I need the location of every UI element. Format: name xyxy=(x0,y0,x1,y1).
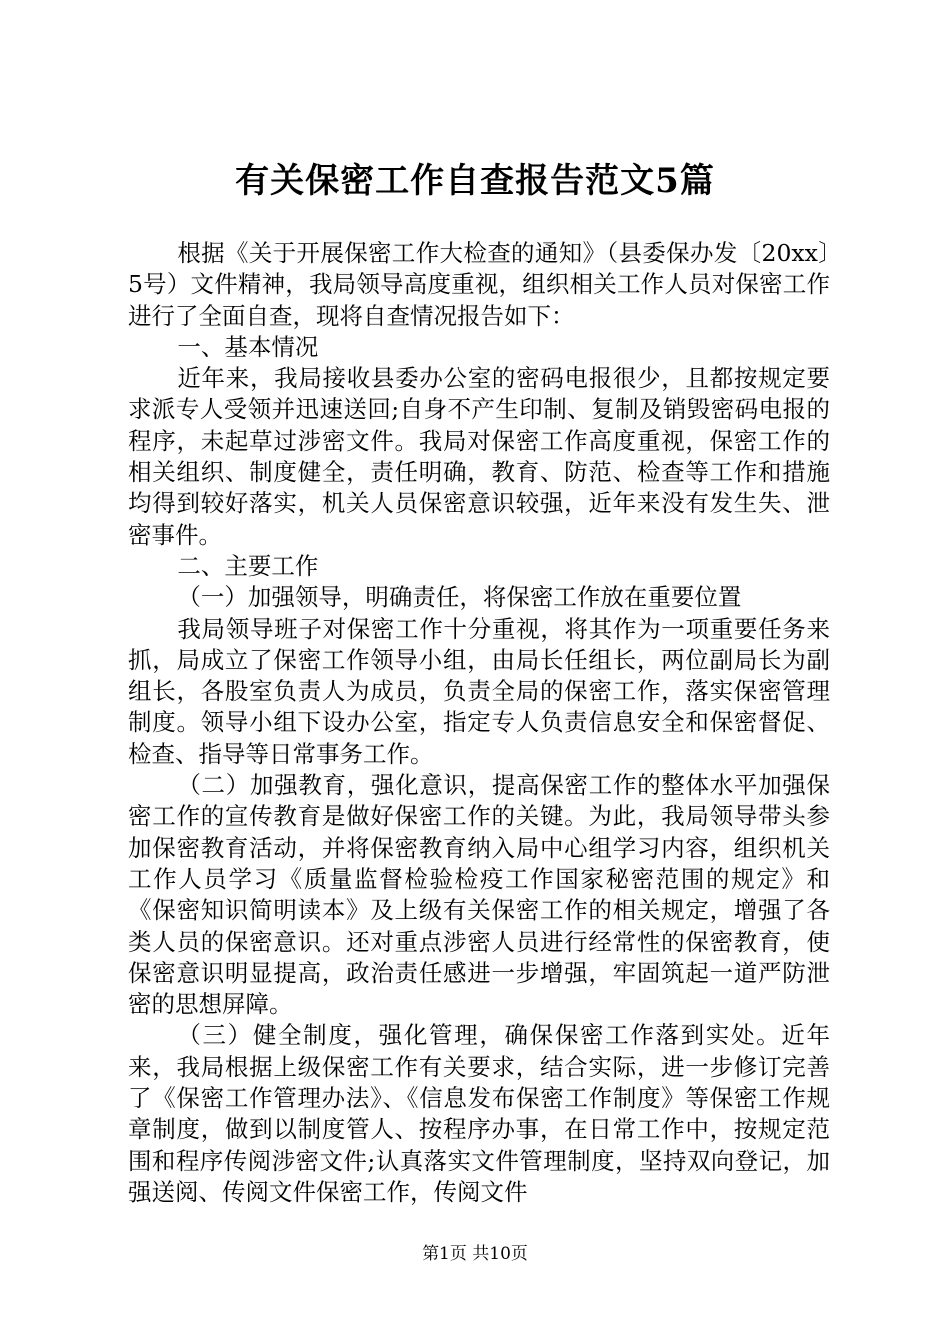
paragraph-education: （二）加强教育，强化意识，提高保密工作的整体水平加强保密工作的宣传教育是做好保密工作的关键。为此，我局领导带头参加保密教育活动，并将保密教育纳入局中心组学习内容，组织机关工作人员学习《质量监督检验检疫工作国家秘密范围的规定》和《保密知识简明读本》及上级有关保密工作的相关规定，增强了各类人员的保密意识。还对重点涉密人员进行经常性的保密教育，使保密意识明显提高，政治责任感进一步增强，牢固筑起一道严防泄密的思想屏障。 xyxy=(128,771,830,1019)
paragraph-leadership: 我局领导班子对保密工作十分重视，将其作为一项重要任务来抓，局成立了保密工作领导小组，由局长任组长，两位副局长为副组长，各股室负责人为成员，负责全局的保密工作，落实保密管理制度。领导小组下设办公室，指定专人负责信息安全和保密督促、检查、指导等日常事务工作。 xyxy=(128,614,830,768)
page-number-footer: 第1页 共10页 xyxy=(422,1244,528,1264)
paragraph-intro: 根据《关于开展保密工作大检查的通知》（县委保办发〔20xx〕5号）文件精神，我局领导高度重视，组织相关工作人员对保密工作进行了全面自查，现将自查情况报告如下： xyxy=(128,239,830,330)
paragraph-basic-situation: 近年来，我局接收县委办公室的密码电报很少，且都按规定要求派专人受领并迅速送回;自身不产生印制、复制及销毁密码电报的程序，未起草过涉密文件。我局对保密工作高度重视，保密工作的相关组织、制度健全，责任明确，教育、防范、检查等工作和措施均得到较好落实，机关人员保密意识较强，近年来没有发生失、泄密事件。 xyxy=(128,364,830,549)
subsection-heading-leadership: （一）加强领导，明确责任，将保密工作放在重要位置 xyxy=(177,583,742,612)
document-body xyxy=(128,238,830,1208)
paragraph-system: （三）健全制度，强化管理，确保保密工作落到实处。近年来，我局根据上级保密工作有关要求，结合实际，进一步修订完善了《保密工作管理办法》、《信息发布保密工作制度》等保密工作规章制度，做到以制度管人、按程序办事，在日常工作中，按规定范围和程序传阅涉密文件;认真落实文件管理制度，坚持双向登记，加强送阅、传阅文件保密工作，传阅文件 xyxy=(128,1021,830,1206)
section-heading-basic-situation: 一、基本情况 xyxy=(177,332,319,361)
section-heading-main-work: 二、主要工作 xyxy=(177,551,319,580)
document-title: 有关保密工作自查报告范文5篇 xyxy=(235,161,715,201)
